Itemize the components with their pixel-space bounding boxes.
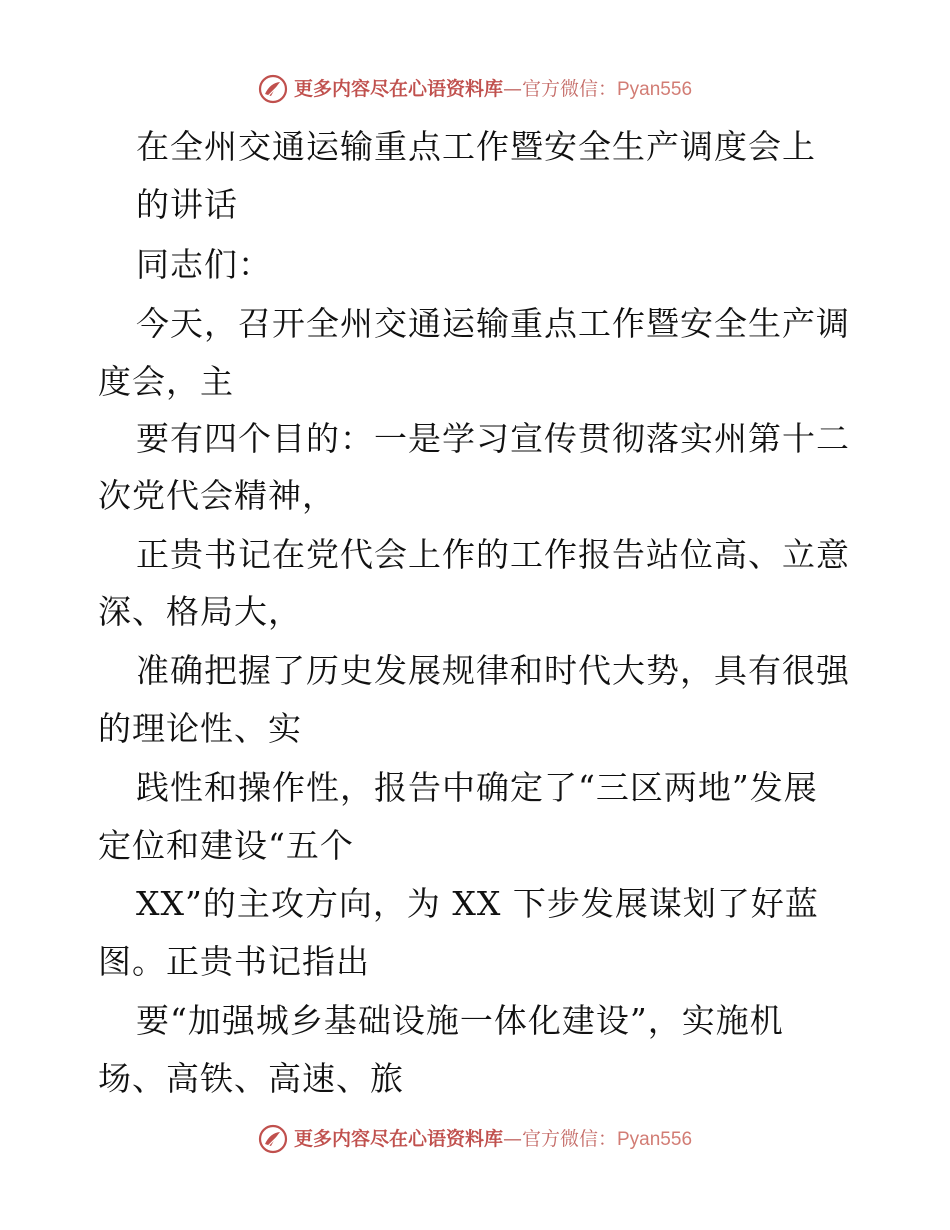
- text-line: 同志们：: [136, 245, 272, 284]
- watermark-dash: —: [502, 77, 522, 100]
- text-line: XX”的主攻方向，为 XX 下步发展谋划了好蓝: [136, 884, 819, 923]
- text-line: 场、高铁、高速、旅: [98, 1059, 404, 1098]
- watermark-dash: —: [502, 1127, 522, 1150]
- text-line: 定位和建设“五个: [98, 826, 354, 865]
- text-line: 要有四个目的：一是学习宣传贯彻落实州第十二: [136, 419, 850, 458]
- watermark-footer: [0, 1124, 950, 1154]
- watermark-text: [293, 77, 693, 100]
- text-line: 图。正贵书记指出: [98, 942, 370, 981]
- watermark-main: 更多内容尽在心语资料库: [293, 77, 503, 100]
- watermark-text: [293, 1127, 693, 1150]
- text-line: 要“加强城乡基础设施一体化建设”，实施机: [136, 1001, 784, 1040]
- text-line: 的讲话: [136, 185, 238, 224]
- text-line: 次党代会精神，: [98, 476, 336, 515]
- text-line: 的理论性、实: [98, 709, 302, 748]
- pen-logo-icon: [258, 74, 288, 104]
- watermark-main: 更多内容尽在心语资料库: [293, 1127, 503, 1150]
- pen-logo-icon: [258, 1124, 288, 1154]
- watermark-id: Pyan556: [617, 78, 693, 100]
- watermark-id: Pyan556: [617, 1128, 693, 1150]
- text-line: 今天，召开全州交通运输重点工作暨安全生产调: [136, 304, 850, 343]
- text-line: 践性和操作性，报告中确定了“三区两地”发展: [136, 768, 818, 807]
- text-line: 深、格局大，: [98, 592, 302, 631]
- watermark-rest: 官方微信：: [521, 77, 617, 100]
- text-line: 度会，主: [98, 362, 234, 401]
- text-line: 正贵书记在党代会上作的工作报告站位高、立意: [136, 535, 850, 574]
- watermark-header: [0, 74, 950, 104]
- watermark-rest: 官方微信：: [521, 1127, 617, 1150]
- text-line: 准确把握了历史发展规律和时代大势，具有很强: [136, 651, 850, 690]
- text-line: 在全州交通运输重点工作暨安全生产调度会上: [136, 127, 816, 166]
